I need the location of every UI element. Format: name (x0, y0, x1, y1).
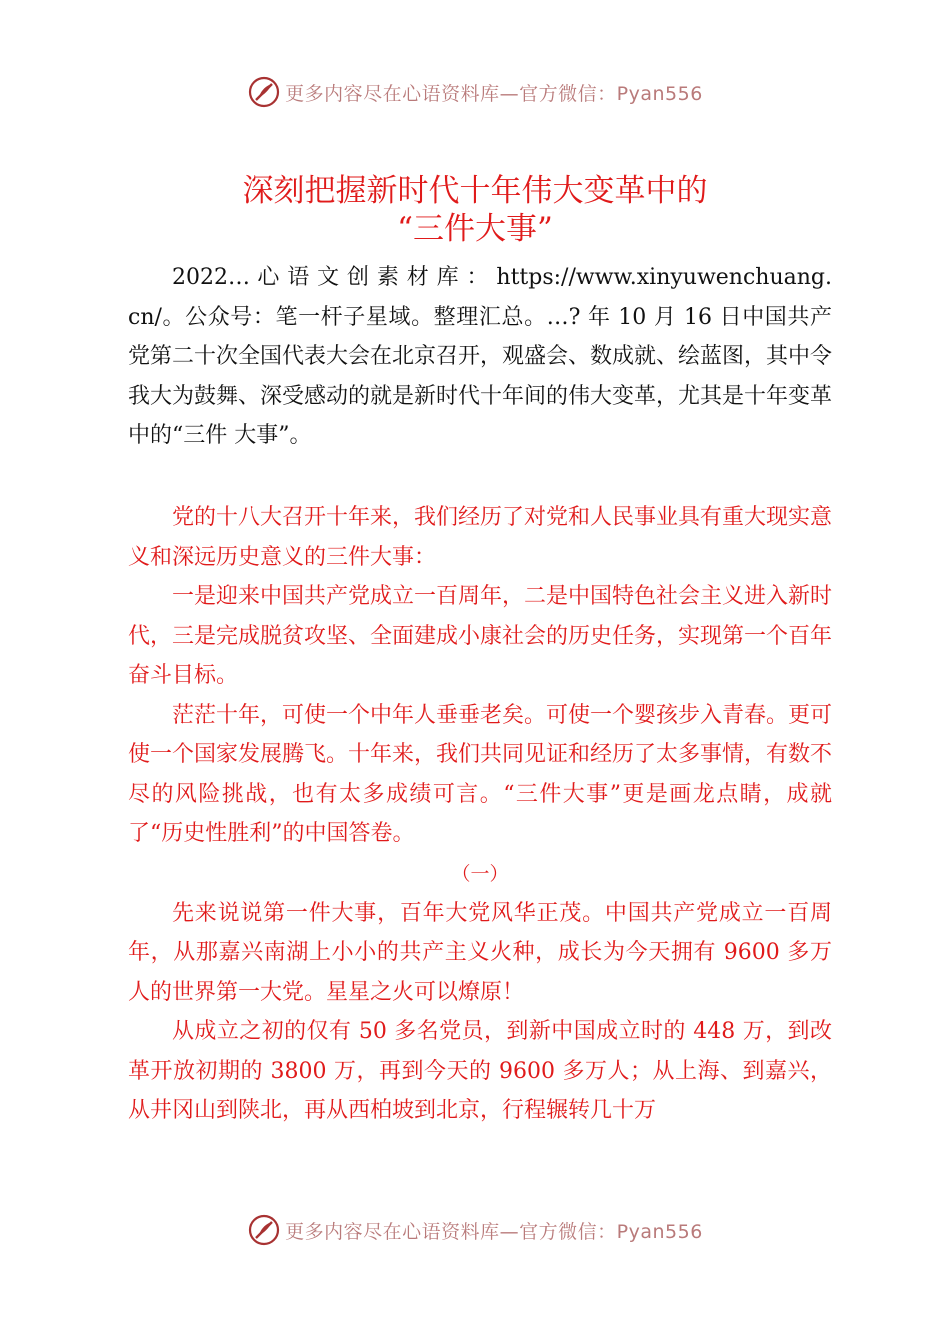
title-line-2: “三件大事” (397, 211, 553, 247)
title-line-1: 深刻把握新时代十年伟大变革中的 (242, 173, 708, 209)
footer-banner (0, 1210, 950, 1250)
intro-paragraph: 2022… 心 语 文 创 素 材 库 ： https://www.xinyuwenchuang.cn/。公众号：笔一杆子星域。整理汇总。…? 年 10 月 16 日中国共产党第二十次全国代表大会在北京召开，观盛会、数成就、绘蓝图，其中令我大为鼓舞、深受感动的就是新时代十年间的伟大变革，尤其是十年变革中的“三件 大事”。 (128, 265, 833, 448)
main-content (128, 498, 832, 1131)
section-marker: （一） (451, 862, 509, 885)
header-banner-text: 更多内容尽在心语资料库—官方微信：Pyan556 (285, 82, 703, 105)
body-paragraph: 一是迎来中国共产党成立一百周年，二是中国特色社会主义进入新时代，三是完成脱贫攻坚、全面建成小康社会的历史任务，实现第一个百年奋斗目标。 (128, 584, 833, 688)
quill-logo-icon (247, 1213, 281, 1247)
body-paragraph: 党的十八大召开十年来，我们经历了对党和人民事业具有重大现实意义和深远历史意义的三件大事： (128, 505, 833, 570)
intro-section (128, 258, 832, 456)
section-paragraph: 先来说说第一件大事，百年大党风华正茂。中国共产党成立一百周年，从那嘉兴南湖上小小的共产主义火种，成长为今天拥有 9600 多万人的世界第一大党。星星之火可以燎原！ (128, 900, 832, 1005)
document-title (0, 172, 950, 248)
section-paragraph: 从成立之初的仅有 50 多名党员，到新中国成立时的 448 万，到改革开放初期的 3800 万，再到今天的 9600 多万人；从上海、到嘉兴，从井冈山到陕北，再从西柏坡到北京，行程辗转几十万 (128, 1019, 832, 1123)
header-banner (0, 72, 950, 112)
quill-logo-icon (247, 75, 281, 109)
footer-banner-text: 更多内容尽在心语资料库—官方微信：Pyan556 (285, 1220, 703, 1243)
body-paragraph: 茫茫十年，可使一个中年人垂垂老矣。可使一个婴孩步入青春。更可使一个国家发展腾飞。十年来，我们共同见证和经历了太多事情，有数不尽的风险挑战，也有太多成绩可言。“三件大事”更是画龙点睛，成就了“历史性胜利”的中国答卷。 (128, 702, 833, 846)
